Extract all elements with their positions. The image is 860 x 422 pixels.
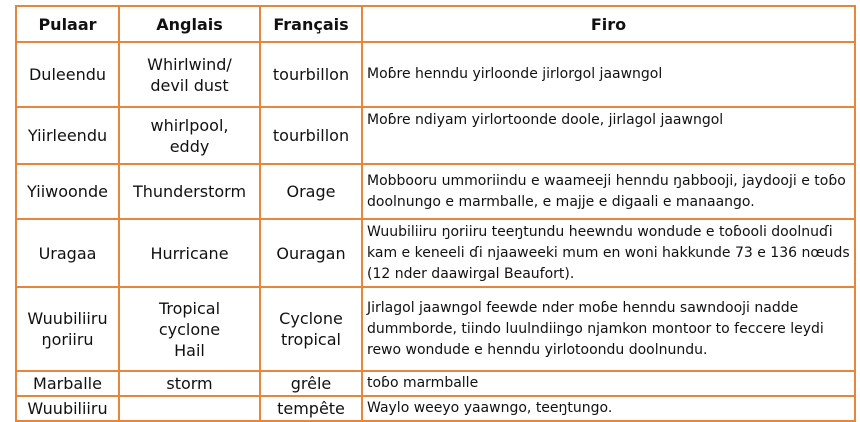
cell-francais	[260, 287, 362, 371]
cell-firo: Mobbooru ummoriindu e waameeji henndu ŋabbooji, jaydooji e toɓo doolnungo e marmballe, e majje e digaali e manaango.	[362, 164, 855, 219]
cell-anglais	[119, 42, 260, 107]
cell-francais-line: Orage	[286, 182, 336, 201]
table-row	[16, 287, 855, 371]
cell-anglais	[119, 396, 260, 421]
cell-francais	[260, 219, 362, 287]
cell-anglais	[119, 371, 260, 396]
cell-francais-line: grêle	[290, 374, 332, 393]
cell-pulaar	[16, 396, 119, 421]
cell-anglais-line: devil dust	[150, 75, 229, 95]
cell-pulaar	[16, 107, 119, 164]
header-firo: Firo	[362, 6, 855, 42]
glossary-table-container	[15, 5, 856, 422]
cell-pulaar-line: Wuubiliiru	[27, 309, 108, 328]
cell-pulaar	[16, 287, 119, 371]
header-anglais: Anglais	[119, 6, 260, 42]
cell-firo: Waylo weeyo yaawngo, teeŋtungo.	[362, 396, 855, 421]
cell-anglais	[119, 287, 260, 371]
glossary-table	[15, 5, 856, 422]
cell-francais-line: Ouragan	[276, 243, 346, 263]
cell-firo: Jirlagol jaawngol feewde nder moɓe henndu sawndooji nadde dummborde, tiindo luulndiingo njamkon montoor to feccere leydi rewo wondude e henndu yirlotoondu doolnundu.	[362, 287, 855, 371]
cell-pulaar-line: Duleendu	[28, 65, 107, 84]
header-francais: Français	[260, 6, 362, 42]
cell-pulaar-line: Wuubiliiru	[27, 399, 108, 418]
table-row	[16, 107, 855, 164]
cell-anglais	[119, 164, 260, 219]
cell-anglais-line: eddy	[169, 136, 210, 156]
cell-pulaar	[16, 219, 119, 287]
cell-pulaar-line: ŋoriiru	[41, 330, 94, 349]
table-body	[16, 42, 855, 421]
table-row	[16, 164, 855, 219]
cell-francais-line: tempête	[277, 399, 345, 418]
cell-pulaar	[16, 371, 119, 396]
cell-anglais-line: Hail	[174, 340, 205, 360]
cell-anglais-line: whirlpool,	[150, 115, 229, 135]
cell-anglais-line: cyclone	[158, 319, 221, 339]
table-row	[16, 396, 855, 421]
cell-pulaar	[16, 42, 119, 107]
cell-anglais-line: Tropical	[158, 298, 221, 318]
header-row	[16, 6, 855, 42]
cell-francais	[260, 107, 362, 164]
cell-anglais	[119, 219, 260, 287]
table-row	[16, 371, 855, 396]
cell-francais-line: tourbillon	[272, 65, 350, 84]
cell-francais-line: Cyclone	[279, 309, 343, 328]
cell-pulaar	[16, 164, 119, 219]
cell-pulaar-line: Uragaa	[38, 243, 97, 263]
cell-francais-line: tourbillon	[272, 126, 350, 145]
cell-francais	[260, 396, 362, 421]
header-pulaar: Pulaar	[16, 6, 119, 42]
table-row	[16, 219, 855, 287]
cell-pulaar-line: Marballe	[33, 374, 102, 393]
cell-firo: Wuubiliiru ŋoriiru teeŋtundu heewndu wondude e toɓooli doolnuɗi kam e keneeli ɗi njaaweeki mum en woni hakkunde 73 e 136 nœuds (12 nder daawirgal Beaufort).	[362, 219, 855, 287]
cell-francais	[260, 42, 362, 107]
cell-anglais-line: Hurricane	[150, 243, 229, 263]
cell-anglais	[119, 107, 260, 164]
cell-anglais-line: Whirlwind/	[147, 54, 232, 74]
cell-pulaar-line: Yiiwoonde	[27, 182, 108, 201]
cell-francais	[260, 371, 362, 396]
cell-firo: toɓo marmballe	[362, 371, 855, 396]
cell-francais-line: tropical	[281, 330, 341, 349]
cell-pulaar-line: Yiirleendu	[27, 126, 108, 145]
cell-francais	[260, 164, 362, 219]
table-row	[16, 42, 855, 107]
cell-anglais-line: storm	[166, 374, 213, 393]
cell-anglais-line: Thunderstorm	[132, 182, 247, 201]
cell-firo: Moɓre ndiyam yirlortoonde doole, jirlagol jaawngol	[362, 107, 855, 164]
cell-firo: Moɓre henndu yirloonde jirlorgol jaawngol	[362, 42, 855, 107]
